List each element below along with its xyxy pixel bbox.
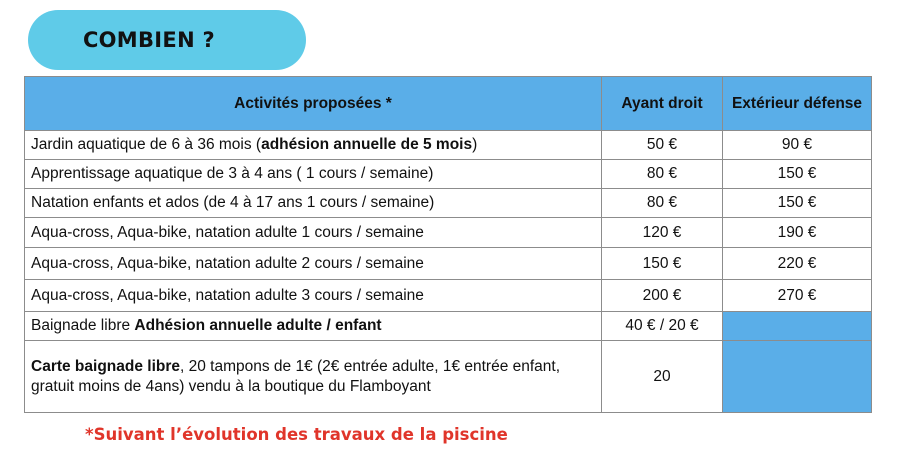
- price-exterieur-empty: [723, 312, 872, 341]
- activity-text: Jardin aquatique de 6 à 36 mois (: [31, 136, 262, 153]
- activity-text-end: ): [472, 136, 478, 153]
- price-exterieur-empty: [723, 341, 872, 413]
- price-ayant-droit: 200 €: [602, 280, 723, 312]
- price-ayant-droit: 50 €: [602, 131, 723, 160]
- header-activities: Activités proposées *: [25, 77, 602, 131]
- price-ayant-droit: 20: [602, 341, 723, 413]
- price-ayant-droit: 80 €: [602, 189, 723, 218]
- activity-text: , 20 tampons de 1€ (2€ entrée adulte, 1€ entrée enfant, gratuit moins de 4ans) vendu à la boutique du Flamboyant: [31, 357, 561, 395]
- header-ayant-droit: Ayant droit: [602, 77, 723, 131]
- price-exterieur: 220 €: [723, 248, 872, 280]
- price-ayant-droit: 80 €: [602, 160, 723, 189]
- price-exterieur: 150 €: [723, 160, 872, 189]
- activity-cell: Aqua-cross, Aqua-bike, natation adulte 3 cours / semaine: [25, 280, 602, 312]
- table-row: [25, 312, 872, 341]
- price-ayant-droit: 120 €: [602, 218, 723, 248]
- activity-cell: Aqua-cross, Aqua-bike, natation adulte 2 cours / semaine: [25, 248, 602, 280]
- footnote: *Suivant l’évolution des travaux de la piscine: [85, 425, 508, 444]
- activity-cell: Natation enfants et ados (de 4 à 17 ans 1 cours / semaine): [25, 189, 602, 218]
- activity-cell: [25, 312, 602, 341]
- price-ayant-droit: 40 € / 20 €: [602, 312, 723, 341]
- price-exterieur: 150 €: [723, 189, 872, 218]
- activity-cell: [25, 131, 602, 160]
- activity-bold-text: Adhésion annuelle adulte / enfant: [134, 317, 382, 334]
- price-ayant-droit: 150 €: [602, 248, 723, 280]
- table-row: [25, 341, 872, 413]
- title-pill: [28, 10, 306, 70]
- table-header-row: [25, 77, 872, 131]
- page-title: COMBIEN ?: [82, 28, 216, 52]
- activity-text: Baignade libre: [31, 317, 135, 334]
- table-row: [25, 160, 872, 189]
- price-exterieur: 90 €: [723, 131, 872, 160]
- activity-bold-text: adhésion annuelle de 5 mois: [261, 136, 473, 153]
- activity-cell: Aqua-cross, Aqua-bike, natation adulte 1 cours / semaine: [25, 218, 602, 248]
- header-exterieur-defense: Extérieur défense: [723, 77, 872, 131]
- table-row: [25, 248, 872, 280]
- table-row: [25, 280, 872, 312]
- price-exterieur: 190 €: [723, 218, 872, 248]
- table-row: [25, 218, 872, 248]
- activity-bold-text: Carte baignade libre: [31, 357, 181, 375]
- price-exterieur: 270 €: [723, 280, 872, 312]
- table-row: [25, 189, 872, 218]
- table-row: [25, 131, 872, 160]
- price-table: [24, 76, 872, 413]
- activity-cell: [25, 341, 602, 413]
- activity-cell: Apprentissage aquatique de 3 à 4 ans ( 1 cours / semaine): [25, 160, 602, 189]
